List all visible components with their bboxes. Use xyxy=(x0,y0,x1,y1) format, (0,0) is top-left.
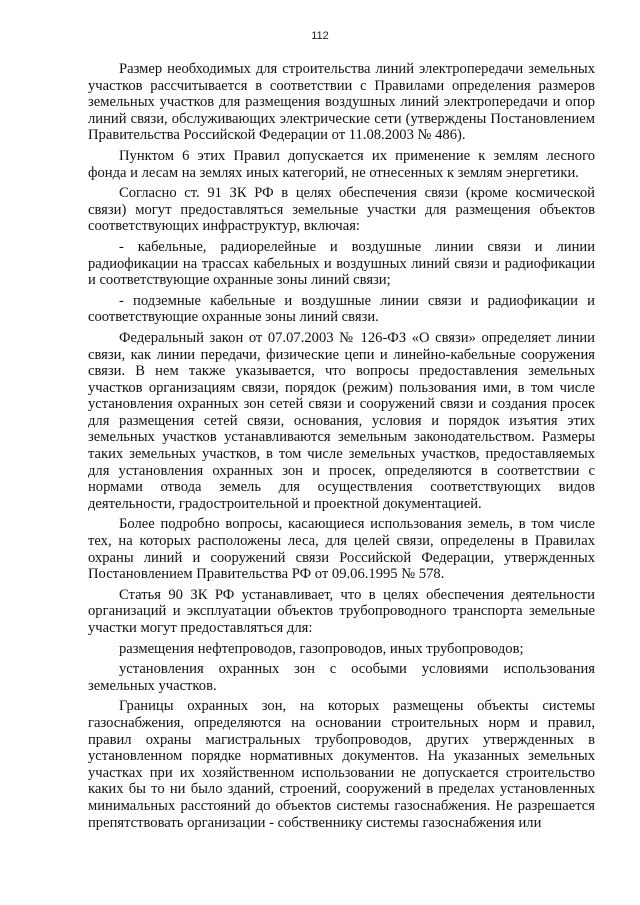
paragraph-article-90-pipelines: Статья 90 ЗК РФ устанавливает, что в целях обеспечения деятельности организаций и эксплуатации объектов трубопроводного транспорта земельные участки могут предоставляться для: xyxy=(88,586,595,636)
list-item-underground-cable-lines: - подземные кабельные и воздушные линии связи и радиофикации и соответствующие охранные зоны линий связи. xyxy=(88,292,595,326)
paragraph-article-91-communications: Согласно ст. 91 ЗК РФ в целях обеспечения связи (кроме космической связи) могут предоставляться земельные участки для размещения объектов соответствующих инфраструктур, включая: xyxy=(88,185,595,235)
page-number: 112 xyxy=(311,30,329,42)
paragraph-land-size-power-lines: Размер необходимых для строительства линий электропередачи земельных участков рассчитывается в соответствии с Правилами определения размеров земельных участков для размещения воздушных линий электропередачи и опор линий связи, обслуживающих электрические сети (утверждены Постановлением Правительства Российской Федерации от 11.08.2003 № 486). xyxy=(88,61,595,144)
document-body xyxy=(88,61,595,835)
list-item-pipelines: размещения нефтепроводов, газопроводов, иных трубопроводов; xyxy=(119,640,524,657)
paragraph-forest-fund-application: Пунктом 6 этих Правил допускается их применение к землям лесного фонда и лесам на землях иных категорий, не отнесенных к землям энергетики. xyxy=(88,147,595,181)
paragraph-federal-law-communications: Федеральный закон от 07.07.2003 № 126-ФЗ «О связи» определяет линии связи, как линии передачи, физические цепи и линейно-кабельные сооружения связи. В нем также указывается, что вопросы предоставления земельных участков организациям связи, порядок (режим) пользования ими, в том числе установления охранных зон сетей связи и сооружений связи и создания просек для размещения сетей связи, основания, условия и порядок изъятия этих земельных участков устанавливаются земельным законодательством. Размеры таких земельных участков, в том числе земельных участков, предоставляемых для установления охранных зон и просек, определяются в соответствии с нормами отвода земель для осуществления соответствующих видов деятельности, градостроительной и проектной документацией. xyxy=(88,329,595,512)
list-item-cable-radio-lines: - кабельные, радиорелейные и воздушные линии связи и линии радиофикации на трассах кабельных и воздушных линий связи и радиофикации и соответствующие охранные зоны линий связи; xyxy=(88,238,595,289)
paragraph-gas-supply-zones: Границы охранных зон, на которых размещены объекты системы газоснабжения, определяются на основании строительных норм и правил, правил охраны магистральных трубопроводов, других утвержденных в установленном порядке нормативных документов. На указанных земельных участках при их хозяйственном использовании не допускается строительство каких бы то ни было зданий, строений, сооружений в пределах установленных минимальных расстояний до объектов системы газоснабжения. Не разрешается препятствовать организации - собственнику системы газоснабжения или xyxy=(88,698,595,831)
list-item-protection-zones: установления охранных зон с особыми условиями использования земельных участков. xyxy=(88,661,595,694)
paragraph-protection-rules: Более подробно вопросы, касающиеся использования земель, в том числе тех, на которых расположены леса, для целей связи, определены в Правилах охраны линий и сооружений связи Российской Федерации, утвержденных Постановлением Правительства РФ от 09.06.1995 № 578. xyxy=(88,516,595,583)
